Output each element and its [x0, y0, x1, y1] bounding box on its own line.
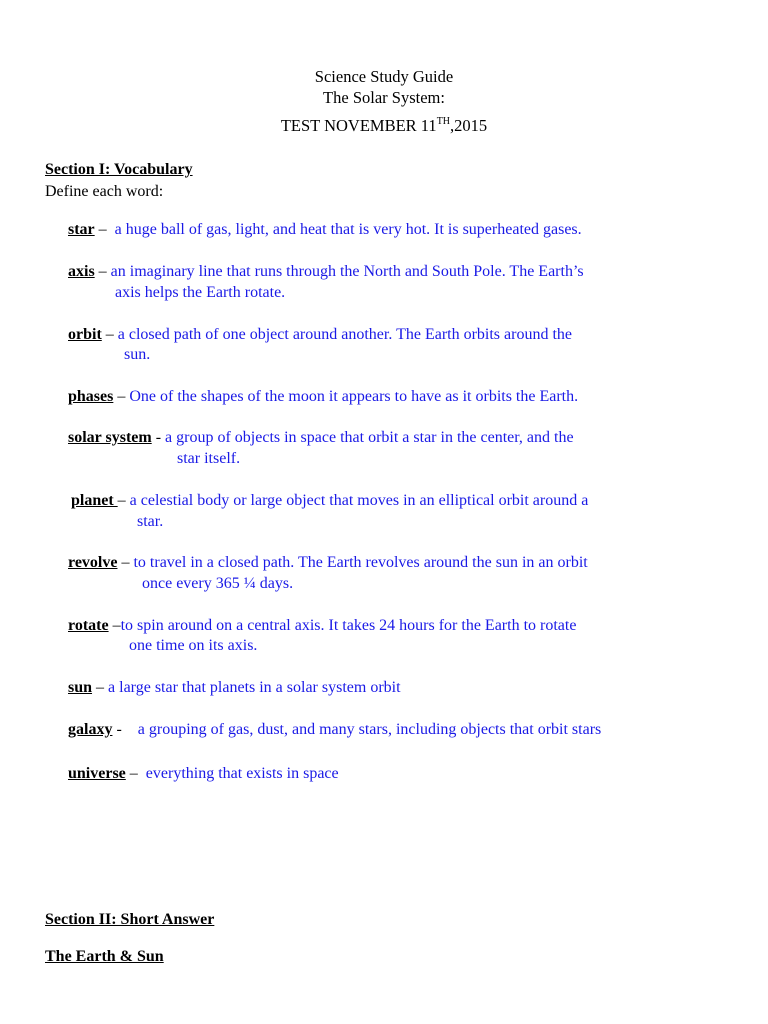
vocab-entry-axis	[68, 262, 584, 283]
section-2-subheading: The Earth & Sun	[45, 948, 164, 965]
vocab-definition-continued: star.	[137, 513, 164, 530]
vocab-definition: an imaginary line that runs through the North and South Pole. The Earth’s	[110, 263, 584, 280]
section-1-instruction: Define each word:	[45, 183, 164, 200]
vocab-definition-continued: sun.	[124, 346, 151, 363]
vocab-term: universe	[68, 765, 126, 782]
vocab-separator: -	[151, 429, 166, 446]
vocab-entry-universe	[68, 764, 339, 785]
vocab-definition: a huge ball of gas, light, and heat that is very hot. It is superheated gases.	[114, 221, 582, 238]
vocab-definition: to travel in a closed path. The Earth revolves around the sun in an orbit	[133, 554, 588, 571]
vocab-entry-galaxy	[68, 720, 601, 741]
vocab-entry-star	[68, 220, 582, 241]
vocab-term: revolve	[68, 554, 118, 571]
vocab-term: planet	[71, 492, 118, 509]
vocab-definition: a closed path of one object around another. The Earth orbits around the	[117, 326, 573, 343]
vocab-term: orbit	[68, 326, 102, 343]
vocab-entry-sun	[68, 678, 401, 699]
vocab-separator: -	[112, 721, 138, 738]
vocab-definition: a grouping of gas, dust, and many stars, including objects that orbit stars	[137, 721, 602, 738]
vocab-definition-continued: once every 365 ¼ days.	[142, 575, 294, 592]
vocab-entry-orbit	[68, 325, 572, 346]
vocab-definition-continued: star itself.	[177, 450, 241, 467]
test-date-superscript: TH	[436, 116, 451, 127]
section-2-heading: Section II: Short Answer	[45, 911, 215, 928]
vocab-entry-solar-system	[68, 428, 574, 449]
vocab-separator: –	[117, 492, 130, 509]
vocab-entry-revolve	[68, 553, 588, 574]
vocab-definition: a group of objects in space that orbit a star in the center, and the	[165, 429, 574, 446]
vocab-definition: a large star that planets in a solar system orbit	[108, 679, 401, 696]
test-date-prefix: TEST NOVEMBER 11	[280, 116, 437, 135]
vocab-definition-continued: one time on its axis.	[129, 637, 258, 654]
vocab-separator: –	[92, 679, 109, 696]
vocab-term: galaxy	[68, 721, 113, 738]
doc-title: Science Study Guide	[314, 67, 454, 86]
vocab-definition-continued: axis helps the Earth rotate.	[115, 284, 286, 301]
vocab-definition: to spin around on a central axis. It takes 24 hours for the Earth to rotate	[120, 617, 577, 634]
vocab-separator: –	[94, 221, 115, 238]
vocab-separator: –	[101, 326, 118, 343]
vocab-entry-phases	[68, 387, 578, 408]
vocab-term: rotate	[68, 617, 109, 634]
vocab-separator: –	[94, 263, 111, 280]
vocab-term: sun	[68, 679, 93, 696]
vocab-entry-rotate	[68, 616, 576, 637]
section-1-heading: Section I: Vocabulary	[45, 161, 193, 178]
vocab-definition: a celestial body or large object that moves in an elliptical orbit around a	[129, 492, 589, 509]
vocab-term: axis	[68, 263, 95, 280]
vocab-definition: One of the shapes of the moon it appears to have as it orbits the Earth.	[129, 388, 579, 405]
vocab-definition: everything that exists in space	[145, 765, 339, 782]
vocab-separator: –	[125, 765, 146, 782]
vocab-separator: –	[108, 617, 121, 634]
test-date	[0, 116, 768, 136]
test-date-suffix: ,2015	[450, 116, 488, 135]
doc-subtitle: The Solar System:	[323, 88, 445, 107]
vocab-term: phases	[68, 388, 114, 405]
vocab-term: star	[68, 221, 95, 238]
vocab-separator: –	[117, 554, 134, 571]
vocab-entry-planet	[71, 491, 588, 512]
vocab-term: solar system	[68, 429, 152, 446]
vocab-separator: –	[113, 388, 130, 405]
